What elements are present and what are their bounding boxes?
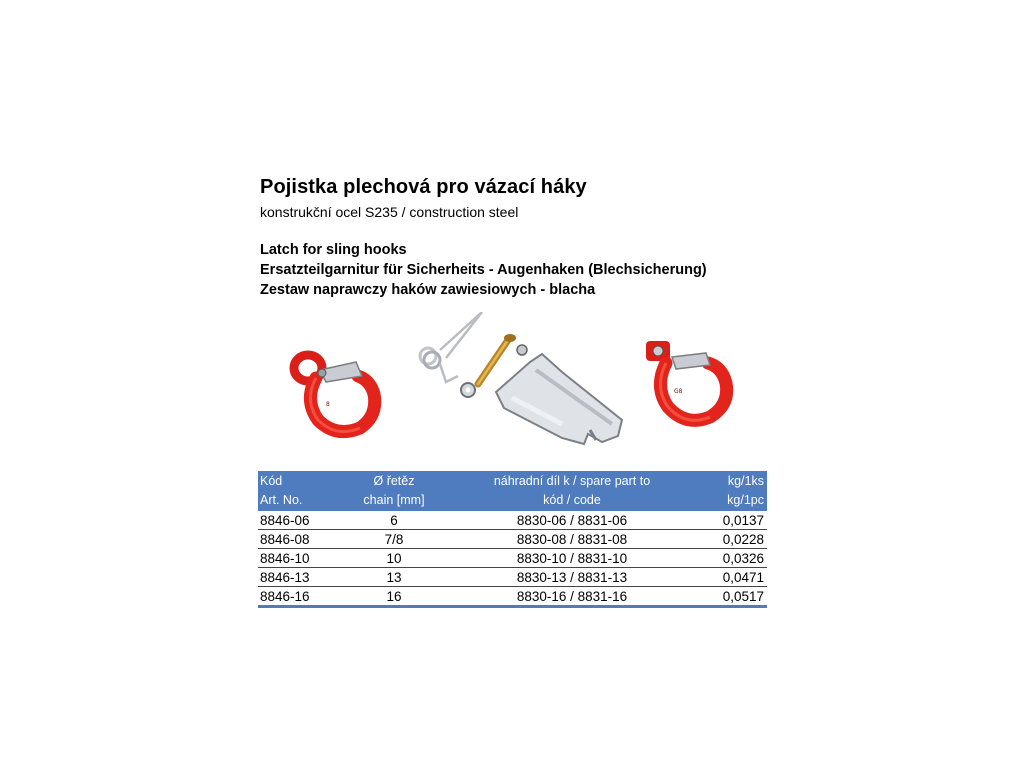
row-chain: 7/8 — [384, 532, 404, 547]
row-spare: 8830-13 / 8831-13 — [516, 570, 628, 585]
row-spare: 8830-06 / 8831-06 — [516, 513, 628, 528]
row-chain: 10 — [386, 551, 402, 566]
header-kg-pc: kg/1pc — [727, 493, 764, 507]
header-spare-code: kód / code — [543, 493, 601, 507]
row-chain: 13 — [386, 570, 402, 585]
table-row — [258, 568, 767, 587]
row-kg: 0,0471 — [722, 570, 764, 585]
row-code: 8846-16 — [260, 589, 310, 604]
table-row — [258, 530, 767, 549]
table-header — [258, 471, 767, 511]
row-code: 8846-08 — [260, 532, 310, 547]
table-row — [258, 587, 767, 608]
svg-text:8: 8 — [326, 401, 330, 408]
description-line-en: Latch for sling hooks — [260, 242, 407, 258]
table-row — [258, 549, 767, 568]
header-code: Kód — [260, 474, 283, 488]
description-lines — [260, 240, 707, 300]
row-code: 8846-10 — [260, 551, 310, 566]
row-chain: 6 — [390, 513, 398, 528]
row-spare: 8830-08 / 8831-08 — [516, 532, 628, 547]
row-kg: 0,0517 — [722, 589, 764, 604]
table-row — [258, 511, 767, 530]
parts-table — [258, 471, 767, 608]
row-kg: 0,0137 — [722, 513, 764, 528]
row-spare: 8830-16 / 8831-16 — [516, 589, 628, 604]
row-code: 8846-06 — [260, 513, 310, 528]
eye-hook-red-icon — [286, 340, 386, 440]
description-line-pl: Zestaw naprawczy haków zawiesiowych - blacha — [260, 282, 596, 298]
description-line-de: Ersatzteilgarnitur für Sicherheits - Augenhaken (Blechsicherung) — [260, 262, 707, 278]
latch-spare-kit-icon — [412, 312, 632, 462]
row-chain: 16 — [386, 589, 402, 604]
header-chain-en: chain [mm] — [363, 493, 425, 507]
page-title: Pojistka plechová pro vázací háky — [260, 176, 587, 198]
svg-text:G8: G8 — [674, 388, 683, 395]
row-spare: 8830-10 / 8831-10 — [516, 551, 628, 566]
row-kg: 0,0228 — [722, 532, 764, 547]
header-chain-cz: Ø řetěz — [373, 474, 415, 488]
header-kg-ks: kg/1ks — [727, 474, 764, 488]
header-spare-part: náhradní díl k / spare part to — [493, 474, 651, 488]
material-subtitle: konstrukční ocel S235 / construction steel — [260, 204, 519, 220]
row-code: 8846-13 — [260, 570, 310, 585]
row-kg: 0,0326 — [722, 551, 764, 566]
clevis-hook-red-icon — [638, 333, 738, 433]
header-art-no: Art. No. — [260, 493, 303, 507]
